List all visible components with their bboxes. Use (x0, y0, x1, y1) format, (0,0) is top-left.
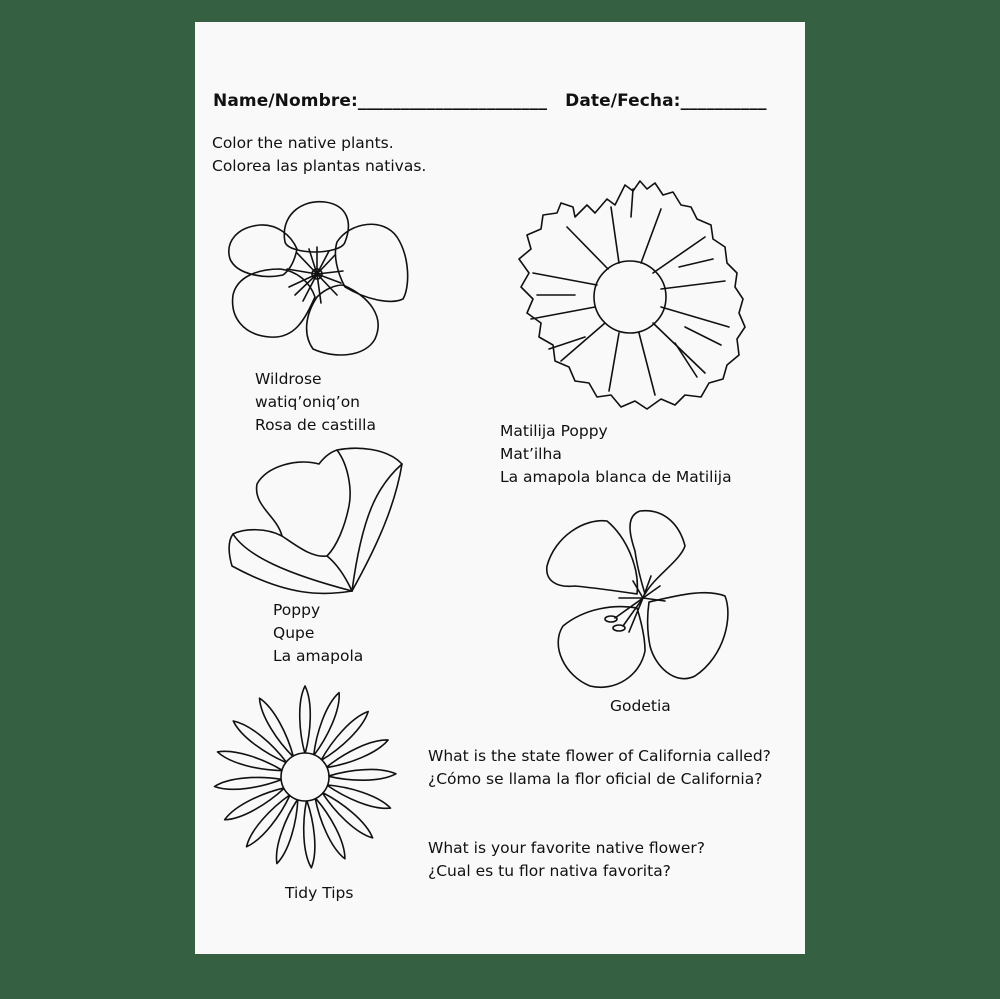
question-state-flower: What is the state flower of California called? ¿Cómo se llama la flor oficial de California? (428, 747, 771, 788)
worksheet-page (195, 22, 805, 954)
wildrose-caption: Wildrose watiq’oniq’on Rosa de castilla (255, 370, 376, 434)
poppy-caption: Poppy Qupe La amapola (273, 601, 364, 665)
wildrose-flower-icon (225, 197, 415, 362)
worksheet-header (213, 91, 767, 111)
matilija-poppy-caption: Matilija Poppy Mat’ilha La amapola blanca de Matilija (500, 422, 732, 486)
matilija-poppy-flower-icon (515, 177, 747, 411)
godetia-caption: Godetia (610, 697, 671, 715)
tidy-tips-flower-icon (213, 682, 397, 872)
tidy-tips-caption: Tidy Tips (285, 884, 354, 902)
poppy-flower-icon (227, 446, 407, 598)
name-field-label[interactable]: Name/Nombre:______________________ (213, 91, 548, 111)
instruction-spanish: Colorea las plantas nativas. (212, 157, 427, 175)
date-field-label[interactable]: Date/Fecha:__________ (565, 91, 767, 111)
instruction-english: Color the native plants. (212, 134, 394, 152)
question-favorite-flower: What is your favorite native flower? ¿Cual es tu flor nativa favorita? (428, 839, 705, 880)
godetia-flower-icon (545, 506, 735, 692)
